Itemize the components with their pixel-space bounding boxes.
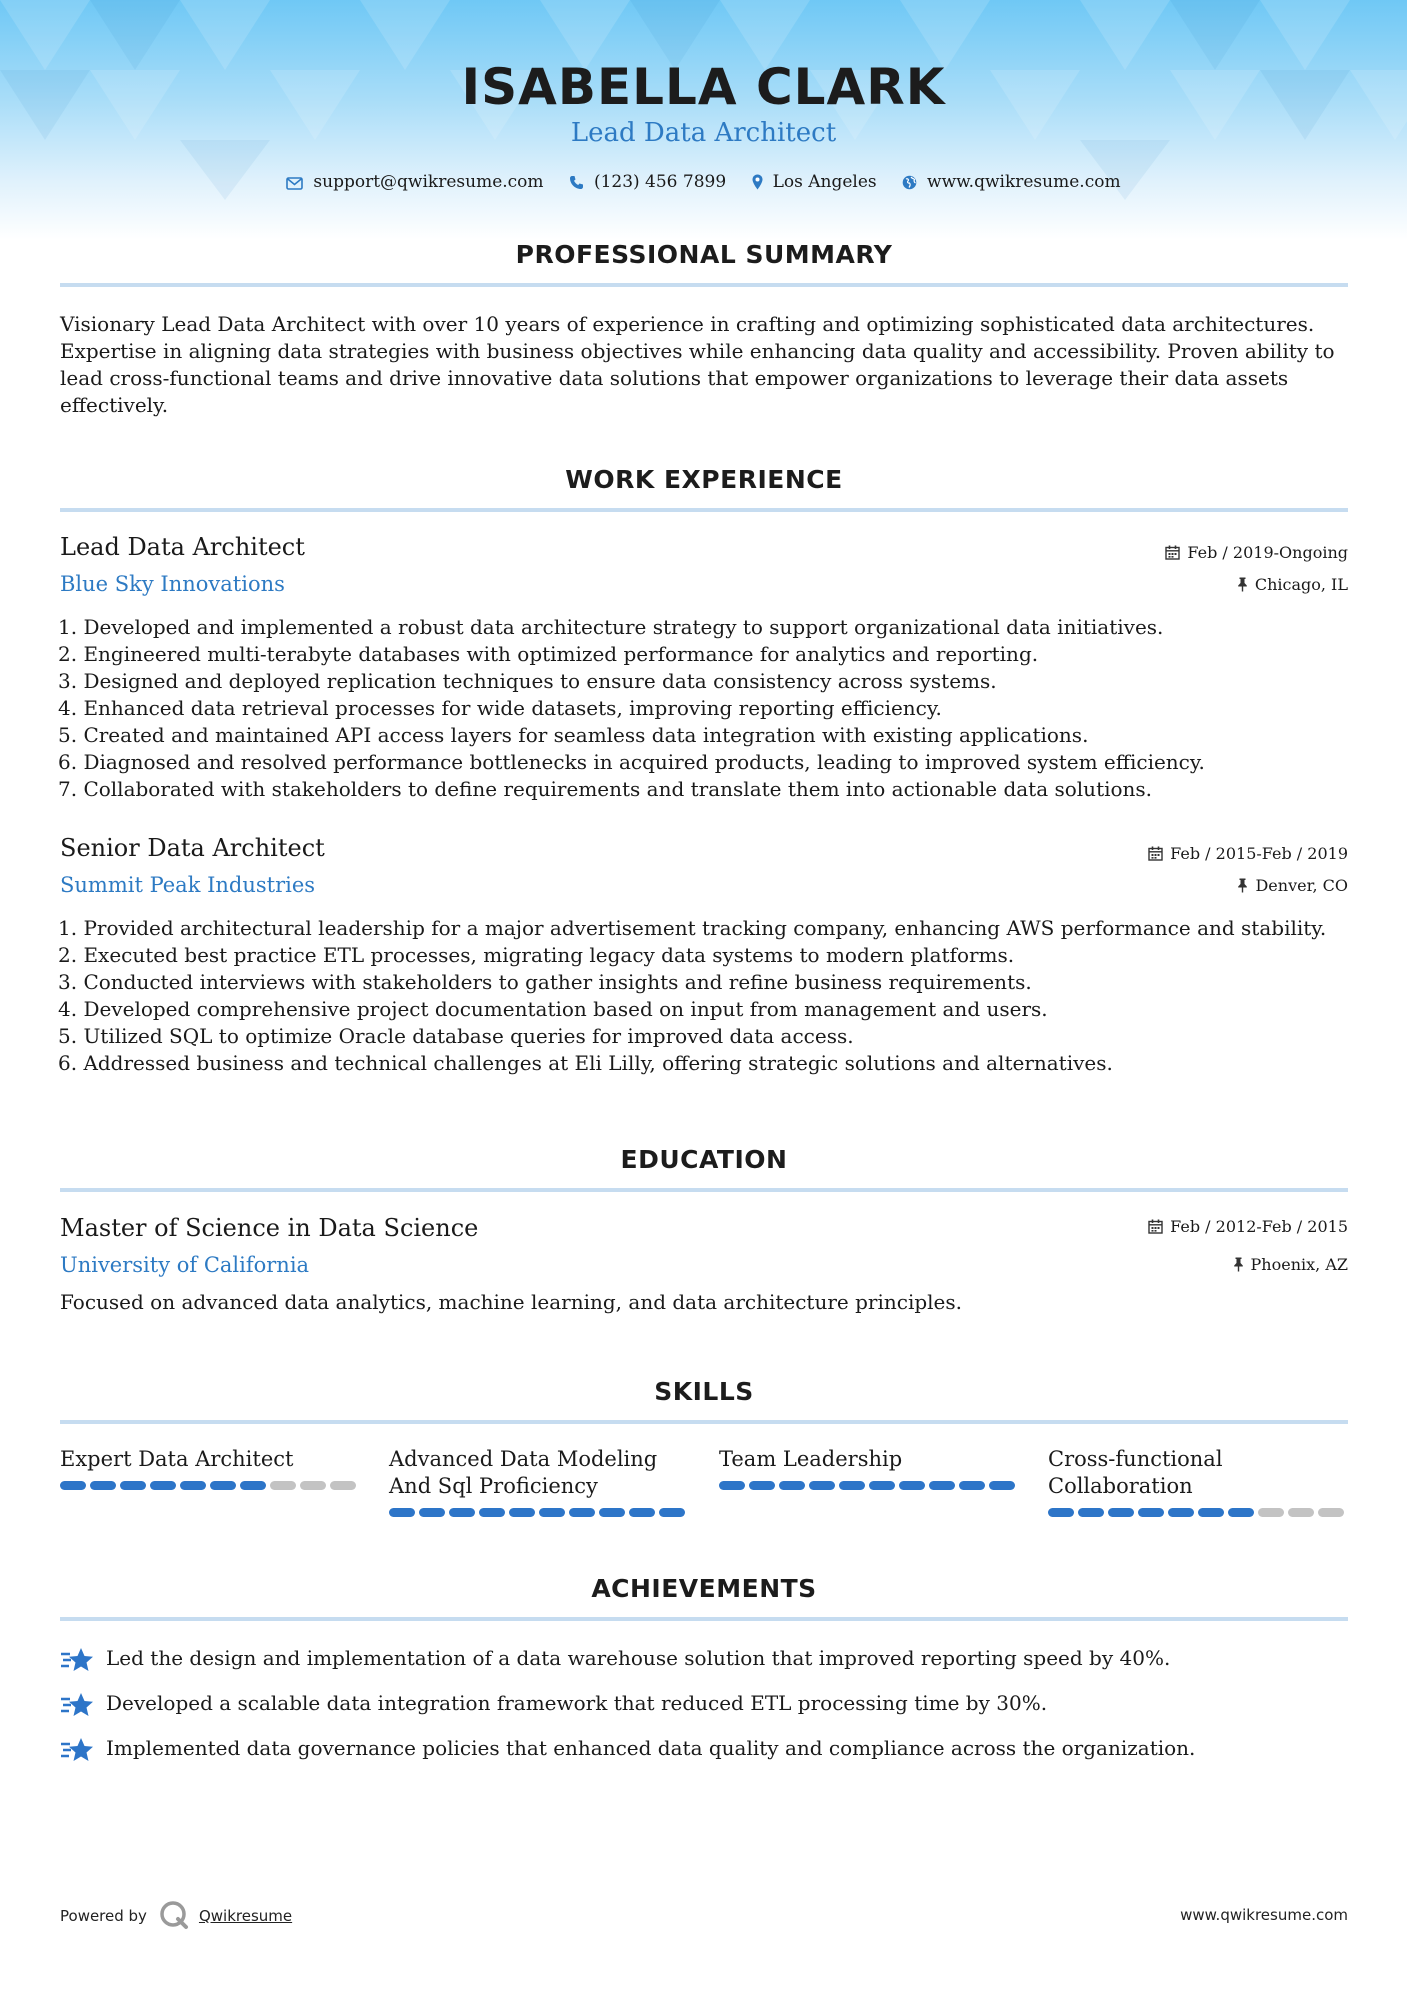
skill-name: Cross-functional Collaboration	[1048, 1447, 1223, 1498]
contact-location	[752, 172, 877, 192]
skill-segment-filled	[389, 1508, 415, 1517]
pushpin-icon	[1237, 878, 1248, 893]
experience-heading: WORK EXPERIENCE	[565, 465, 843, 494]
skill-segment-filled	[899, 1481, 925, 1490]
contact-website-text: www.qwikresume.com	[927, 172, 1121, 192]
achievements-heading: ACHIEVEMENTS	[591, 1574, 817, 1603]
skill-segment-filled	[779, 1481, 805, 1490]
job-location-text: Chicago, IL	[1254, 575, 1348, 594]
skill-segment-filled	[839, 1481, 865, 1490]
list-item: 4. Developed comprehensive project documentation based on input from management and users.	[58, 997, 1048, 1021]
footer-powered-by	[60, 1900, 292, 1930]
skill-item	[719, 1446, 1019, 1490]
contact-email[interactable]	[286, 172, 543, 192]
job-location	[1237, 575, 1348, 594]
skill-segment-filled	[240, 1481, 266, 1490]
skill-name: Team Leadership	[719, 1447, 903, 1471]
job-company: Blue Sky Innovations	[60, 572, 285, 596]
skill-segment-filled	[1228, 1508, 1254, 1517]
list-item: 5. Created and maintained API access layers for seamless data integration with existing applications.	[58, 723, 1089, 747]
skill-segment-filled	[719, 1481, 745, 1490]
email-icon	[286, 177, 303, 190]
job-company: Summit Peak Industries	[60, 873, 316, 897]
calendar-icon	[1148, 1219, 1163, 1234]
skill-segment-filled	[90, 1481, 116, 1490]
contact-phone[interactable]	[569, 172, 726, 192]
skill-segment-filled	[1078, 1508, 1104, 1517]
skill-segment-filled	[1138, 1508, 1164, 1517]
skill-item	[1048, 1446, 1348, 1517]
achievement-text: Implemented data governance policies that enhanced data quality and compliance across the organization.	[106, 1736, 1196, 1760]
achievement-item	[60, 1645, 1360, 1674]
education-description: Focused on advanced data analytics, machine learning, and data architecture principles.	[60, 1290, 963, 1314]
skill-segment-empty	[1288, 1508, 1314, 1517]
experience-divider	[60, 508, 1348, 512]
star-icon	[60, 1646, 94, 1674]
job-responsibilities	[58, 915, 1358, 1077]
education-location	[1233, 1255, 1348, 1274]
skill-segment-filled	[150, 1481, 176, 1490]
skill-segment-filled	[659, 1508, 685, 1517]
skill-name: Advanced Data Modeling And Sql Proficiency	[389, 1447, 658, 1498]
skill-segment-filled	[1048, 1508, 1074, 1517]
contact-phone-text: (123) 456 7899	[593, 172, 727, 192]
list-item: 2. Executed best practice ETL processes, migrating legacy data systems to modern platforms.	[58, 943, 1015, 967]
education-dates-text: Feb / 2012-Feb / 2015	[1170, 1217, 1348, 1236]
skill-segment-filled	[120, 1481, 146, 1490]
job-dates	[1165, 543, 1348, 562]
skill-segment-filled	[210, 1481, 236, 1490]
skill-name: Expert Data Architect	[60, 1447, 294, 1471]
contact-website[interactable]	[902, 172, 1121, 192]
achievements-divider	[60, 1617, 1348, 1621]
achievement-text: Led the design and implementation of a data warehouse solution that improved reporting speed by 40%.	[106, 1646, 1171, 1670]
skill-segment-filled	[449, 1508, 475, 1517]
achievement-text: Developed a scalable data integration framework that reduced ETL processing time by 30%.	[106, 1691, 1048, 1715]
skill-segment-filled	[749, 1481, 775, 1490]
education-heading: EDUCATION	[620, 1145, 788, 1174]
skill-segment-filled	[180, 1481, 206, 1490]
list-item: 1. Developed and implemented a robust data architecture strategy to support organizational data initiatives.	[58, 615, 1164, 639]
skill-level-bar	[1048, 1508, 1348, 1517]
contact-location-text: Los Angeles	[772, 172, 877, 192]
skill-segment-filled	[629, 1508, 655, 1517]
job-title: Lead Data Architect	[60, 533, 305, 561]
skill-segment-filled	[509, 1508, 535, 1517]
footer-website[interactable]: www.qwikresume.com	[1180, 1906, 1348, 1924]
education-degree: Master of Science in Data Science	[60, 1214, 479, 1242]
job-dates	[1148, 844, 1348, 863]
education-school: University of California	[60, 1253, 310, 1277]
star-icon	[60, 1736, 94, 1764]
candidate-name: ISABELLA CLARK	[461, 58, 946, 116]
job-responsibilities	[58, 614, 1358, 803]
skill-segment-filled	[1108, 1508, 1134, 1517]
skill-segment-filled	[419, 1508, 445, 1517]
list-item: 1. Provided architectural leadership for a major advertisement tracking company, enhancing AWS performance and stability.	[58, 916, 1327, 940]
skills-heading: SKILLS	[654, 1377, 754, 1406]
location-pin-icon	[752, 174, 763, 190]
summary-heading: PROFESSIONAL SUMMARY	[515, 240, 893, 269]
job-location-text: Denver, CO	[1255, 876, 1348, 895]
summary-text: Visionary Lead Data Architect with over 10 years of experience in crafting and optimizing sophisticated data architectures. Expertise in aligning data strategies with business objectives while enhancing data quality and accessibility. Proven ability to lead cross-functional teams and drive innovative data solutions that empower organizations to leverage their data assets effectively.	[60, 312, 1335, 417]
skill-level-bar	[389, 1508, 689, 1517]
list-item: 6. Addressed business and technical challenges at Eli Lilly, offering strategic solutions and alternatives.	[58, 1051, 1113, 1075]
list-item: 7. Collaborated with stakeholders to define requirements and translate them into actionable data solutions.	[58, 777, 1153, 801]
list-item: 3. Conducted interviews with stakeholders to gather insights and refine business requirements.	[58, 970, 1032, 994]
skill-item	[60, 1446, 360, 1490]
skill-segment-filled	[989, 1481, 1015, 1490]
skill-segment-empty	[270, 1481, 296, 1490]
pushpin-icon	[1233, 1257, 1244, 1272]
education-divider	[60, 1188, 1348, 1192]
skills-divider	[60, 1420, 1348, 1424]
education-location-text: Phoenix, AZ	[1250, 1255, 1348, 1274]
contact-bar	[0, 172, 1407, 192]
calendar-icon	[1165, 545, 1180, 560]
skill-level-bar	[719, 1481, 1019, 1490]
job-dates-text: Feb / 2015-Feb / 2019	[1170, 844, 1348, 863]
skill-segment-filled	[599, 1508, 625, 1517]
star-icon	[60, 1691, 94, 1719]
phone-icon	[569, 175, 584, 190]
qwikresume-logo-icon	[159, 1900, 189, 1930]
globe-icon	[902, 175, 917, 190]
skill-segment-filled	[569, 1508, 595, 1517]
achievement-item	[60, 1690, 1360, 1719]
skill-segment-empty	[330, 1481, 356, 1490]
job-location	[1237, 876, 1348, 895]
skill-segment-empty	[300, 1481, 326, 1490]
calendar-icon	[1148, 846, 1163, 861]
skill-segment-filled	[869, 1481, 895, 1490]
job-title: Senior Data Architect	[60, 834, 325, 862]
skill-segment-filled	[929, 1481, 955, 1490]
list-item: 6. Diagnosed and resolved performance bottlenecks in acquired products, leading to improved system efficiency.	[58, 750, 1205, 774]
skill-segment-empty	[1258, 1508, 1284, 1517]
skill-segment-filled	[959, 1481, 985, 1490]
education-dates	[1148, 1217, 1348, 1236]
list-item: 4. Enhanced data retrieval processes for wide datasets, improving reporting efficiency.	[58, 696, 942, 720]
skill-segment-filled	[809, 1481, 835, 1490]
skill-segment-filled	[479, 1508, 505, 1517]
pushpin-icon	[1237, 577, 1248, 592]
contact-email-text: support@qwikresume.com	[313, 172, 544, 192]
skill-level-bar	[60, 1481, 360, 1490]
summary-divider	[60, 283, 1348, 287]
skill-segment-filled	[60, 1481, 86, 1490]
skill-segment-filled	[539, 1508, 565, 1517]
candidate-title: Lead Data Architect	[570, 118, 837, 148]
list-item: 5. Utilized SQL to optimize Oracle database queries for improved data access.	[58, 1024, 854, 1048]
achievement-item	[60, 1735, 1360, 1764]
powered-by-label: Powered by	[60, 1907, 147, 1925]
qwikresume-link[interactable]: Qwikresume	[198, 1907, 293, 1925]
list-item: 3. Designed and deployed replication techniques to ensure data consistency across systems.	[58, 669, 997, 693]
skill-segment-empty	[1318, 1508, 1344, 1517]
skill-segment-filled	[1168, 1508, 1194, 1517]
job-dates-text: Feb / 2019-Ongoing	[1187, 543, 1348, 562]
list-item: 2. Engineered multi-terabyte databases with optimized performance for analytics and reporting.	[58, 642, 1039, 666]
skill-item	[389, 1446, 689, 1517]
skill-segment-filled	[1198, 1508, 1224, 1517]
